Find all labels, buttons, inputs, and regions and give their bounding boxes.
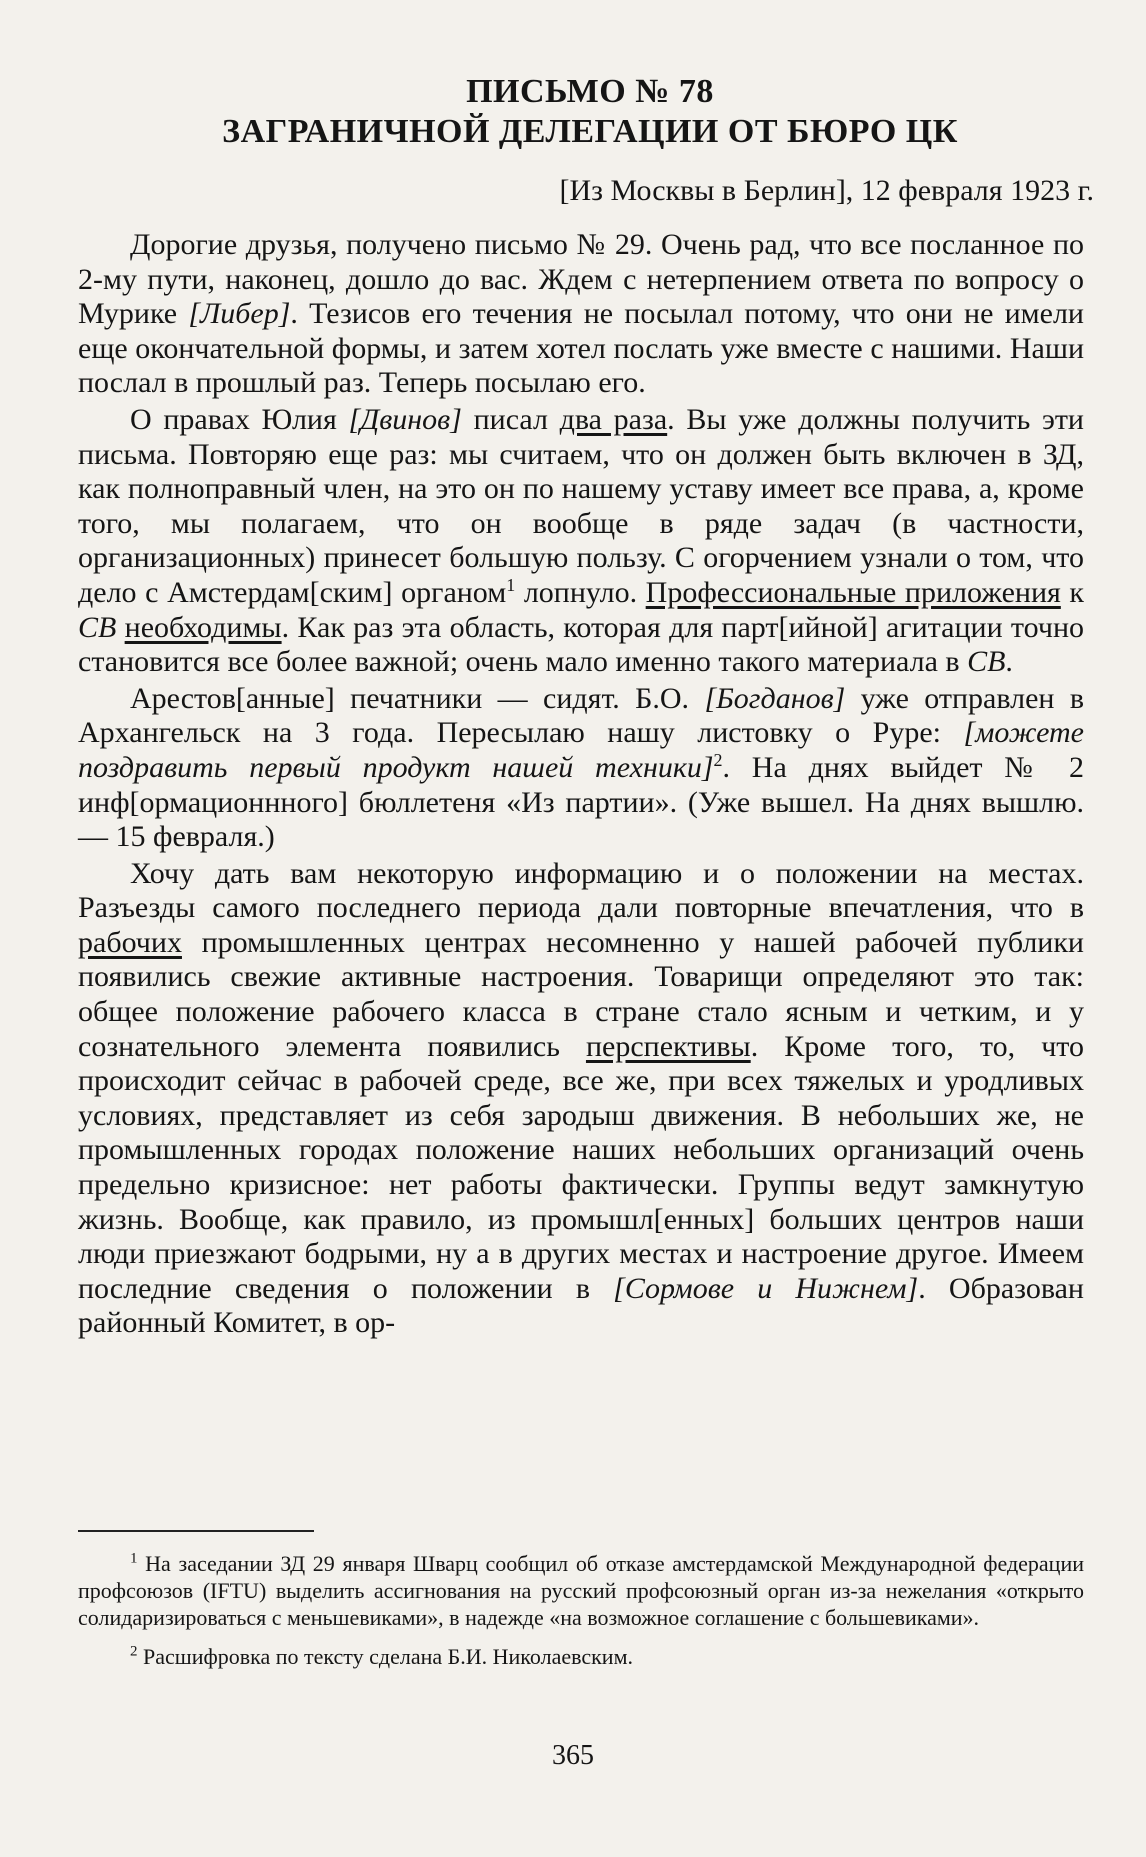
paragraph-1: Дорогие друзья, получено письмо № 29. Очень рад, что все посланное по 2-му пути, наконец, дошло до вас. Ждем с нетерпением ответа по вопросу о Мурике [Либер]. Тезисов его течения не посылал потому, что они не имели еще окончательной формы, и затем хотел послать уже вместе с нашими. Наши послал в прошлый раз. Теперь посылаю его. [78,228,1084,400]
editor-insert: [Двинов] [348,402,462,436]
letter-subtitle: ЗАГРАНИЧНОЙ ДЕЛЕГАЦИИ ОТ БЮРО ЦК [222,113,958,150]
letter-body [78,228,1084,1341]
footnote-ref: 1 [506,574,516,595]
paragraph-3: Арестов[анные] печатники — сидят. Б.О. [Богданов] уже отправлен в Архангельск на 3 года. Пересылаю нашу листовку о Руре: [можете поздравить первый продукт нашей техники]$^2$. На днях выйдет № 2 инф[ормационнного] бюллетеня «Из партии». (Уже вышел. На днях вышлю. — 15 февраля.) [78,681,1085,854]
dateline: [Из Москвы в Берлин], 12 февраля 1923 г. [559,174,1094,207]
paragraph-2: О правах Юлия [Двинов] писал два раза. Вы уже должны получить эти письма. Повторяю еще раз: мы считаем, что он должен быть включен в ЗД, как полноправный член, на это он по нашему уставу имеет все права, а, кроме того, мы полагаем, что он вообще в ряде задач (в частности, организационных) принесет большую пользу. С огорчением узнали о том, что дело с Амстердам[ским] органом$^1$ лопнуло. Профессиональные приложения к СВ необходимы. Как раз эта область, которая для парт[ийной] агитации точно становится все более важной; очень мало именно такого материала в СВ. [78,402,1085,679]
underlined-text: необходимы [124,610,282,644]
editor-insert: [Сормове и Нижнем] [613,1271,919,1305]
underlined-text: рабочих [78,925,182,959]
page-number: 365 [552,1740,594,1771]
underlined-text: два раза [559,402,668,436]
editor-insert: [можете поздравить первый продукт нашей техники] [78,716,1084,784]
italic-text: СВ [967,645,1006,679]
footnotes [78,1550,1084,1682]
footnote-2: $^2$ Расшифровка по тексту сделана Б.И. Николаевским. [130,1643,634,1669]
paragraph-4: Хочу дать вам некоторую информацию и о положении на местах. Разъезды самого последнего периода дали повторные впечатления, что в рабочих промышленных центрах несомненно у нашей рабочей публики появились свежие активные настроения. Товарищи определяют это так: общее положение рабочего класса в стране стало ясным и четким, и у сознательного элемента появились перспективы. Кроме того, то, что происходит сейчас в рабочей среде, все же, при всех тяжелых и уродливых условиях, представляет из себя зародыш движения. В небольших же, не промышленных городах положение наших небольших организаций очень предельно кризисное: нет работы фактически. Группы ведут замкнутую жизнь. Вообще, как правило, из промышл[енных] больших центров наши люди приезжают бодрыми, ну а в других местах и настроение другое. Имеем последние сведения о положении в [Сормове и Нижнем]. Образован районный Комитет, в ор- [78,856,1084,1340]
footnote-ref: 2 [713,749,723,770]
editor-insert: [Либер] [188,297,291,331]
editor-insert: [Богданов] [704,681,846,715]
footnote-1: $^1$ На заседании ЗД 29 января Шварц сообщил об отказе амстердамской Международной федерации профсоюзов (IFTU) выделить ассигнования на русский профсоюзный орган из-за нежелания «открыто солидаризироваться с меньшевиками», в надежде «на возможное соглашение с большевиками». [78,1550,1084,1630]
underlined-text: Профессиональные приложения [645,575,1061,609]
italic-text: СВ [78,610,117,644]
underlined-text: перспективы [585,1029,751,1063]
footnote-divider [78,1530,314,1532]
letter-title: ПИСЬМО № 78 [466,73,714,110]
